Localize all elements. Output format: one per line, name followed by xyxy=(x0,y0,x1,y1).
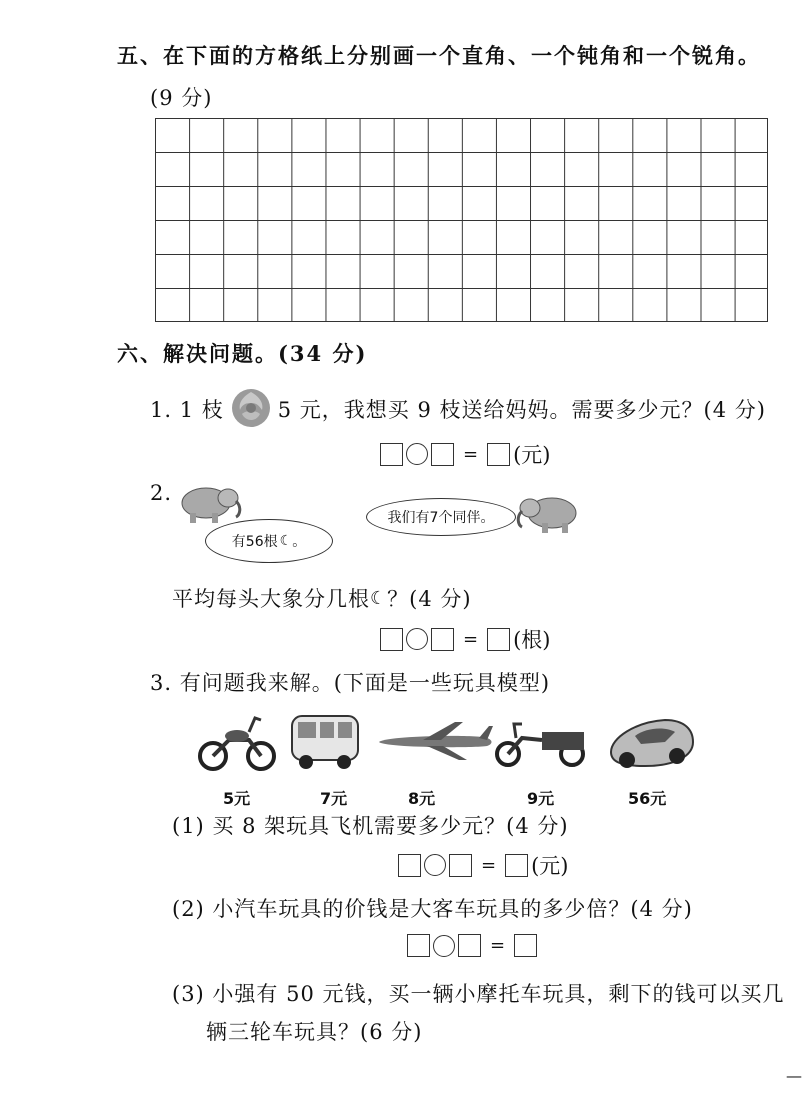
q2-question-b: ？(4 分) xyxy=(387,587,472,611)
toy-price-car: 56元 xyxy=(628,789,667,808)
answer-box[interactable] xyxy=(380,628,403,651)
answer-box[interactable] xyxy=(380,443,403,466)
operator-circle[interactable] xyxy=(406,628,428,650)
answer-box[interactable] xyxy=(407,934,430,957)
equals-sign: = xyxy=(490,935,506,956)
rose-icon xyxy=(228,386,274,432)
toy-price-airplane: 8元 xyxy=(408,789,436,808)
car-icon xyxy=(605,712,697,774)
answer-box[interactable] xyxy=(431,443,454,466)
airplane-icon xyxy=(375,718,497,762)
q3-sub2-equation xyxy=(407,934,537,957)
q2-question-a: 平均每头大象分几根 xyxy=(172,587,370,611)
answer-box[interactable] xyxy=(398,854,421,877)
result-box[interactable] xyxy=(514,934,537,957)
q3-sub2-text: (2) 小汽车玩具的价钱是大客车玩具的多少倍？(4 分) xyxy=(172,897,693,921)
speech-bubble-left: 有56根 ☾ 。 xyxy=(205,519,333,563)
equals-sign: = xyxy=(463,628,479,650)
operator-circle[interactable] xyxy=(424,854,446,876)
answer-box[interactable] xyxy=(431,628,454,651)
motorcycle-icon xyxy=(197,710,277,772)
speech-bubble-right xyxy=(366,498,516,536)
answer-box[interactable] xyxy=(449,854,472,877)
q3-sub1-text: (1) 买 8 架玩具飞机需要多少元？(4 分) xyxy=(172,814,569,838)
result-box[interactable] xyxy=(505,854,528,877)
page-edge-mark: — xyxy=(786,1066,802,1085)
q1-equation xyxy=(380,439,550,469)
result-box[interactable] xyxy=(487,443,510,466)
q3-sub3-line2: 辆三轮车玩具？(6 分) xyxy=(206,1020,423,1044)
equals-sign: = xyxy=(463,443,479,465)
equals-sign: = xyxy=(481,854,497,876)
answer-box[interactable] xyxy=(458,934,481,957)
q1-prefix: 1. 1 枝 xyxy=(150,398,224,422)
q3-sub1-unit: (元) xyxy=(531,854,569,878)
section6-title: 六、解决问题。(34 分) xyxy=(117,341,368,366)
q1-suffix: 5 元，我想买 9 枝送给妈妈。需要多少元？(4 分) xyxy=(277,398,766,422)
bubble-left-text: 有56根 xyxy=(231,534,278,550)
elephant-left-icon xyxy=(176,483,244,525)
tricycle-icon xyxy=(492,718,592,768)
q1-unit: (元) xyxy=(513,443,551,467)
bus-icon xyxy=(288,710,364,772)
result-box[interactable] xyxy=(487,628,510,651)
elephant-right-icon xyxy=(516,493,582,535)
toy-price-tricycle: 9元 xyxy=(527,789,555,808)
q2-question xyxy=(172,583,472,613)
q2-equation xyxy=(380,624,550,654)
operator-circle[interactable] xyxy=(406,443,428,465)
q2-number: 2. xyxy=(150,481,173,505)
q2-unit: (根) xyxy=(513,628,551,652)
toy-price-bus: 7元 xyxy=(320,789,348,808)
q3-sub1-equation xyxy=(398,850,568,880)
banana-icon: ☾ xyxy=(279,533,293,549)
toy-price-motorcycle: 5元 xyxy=(223,789,251,808)
section5-points: (9 分) xyxy=(150,86,213,110)
bubble-right-text: 我们有7个同伴。 xyxy=(387,510,495,526)
q1-line xyxy=(150,386,766,432)
banana-icon: ☾ xyxy=(370,587,388,609)
grid-paper[interactable] xyxy=(155,118,768,322)
section5-title: 五、在下面的方格纸上分别画一个直角、一个钝角和一个锐角。 xyxy=(117,43,761,68)
q3-title: 3. 有问题我来解。(下面是一些玩具模型) xyxy=(150,671,551,695)
q3-sub3-line1: (3) 小强有 50 元钱，买一辆小摩托车玩具，剩下的钱可以买几 xyxy=(172,982,785,1006)
operator-circle[interactable] xyxy=(433,935,455,957)
